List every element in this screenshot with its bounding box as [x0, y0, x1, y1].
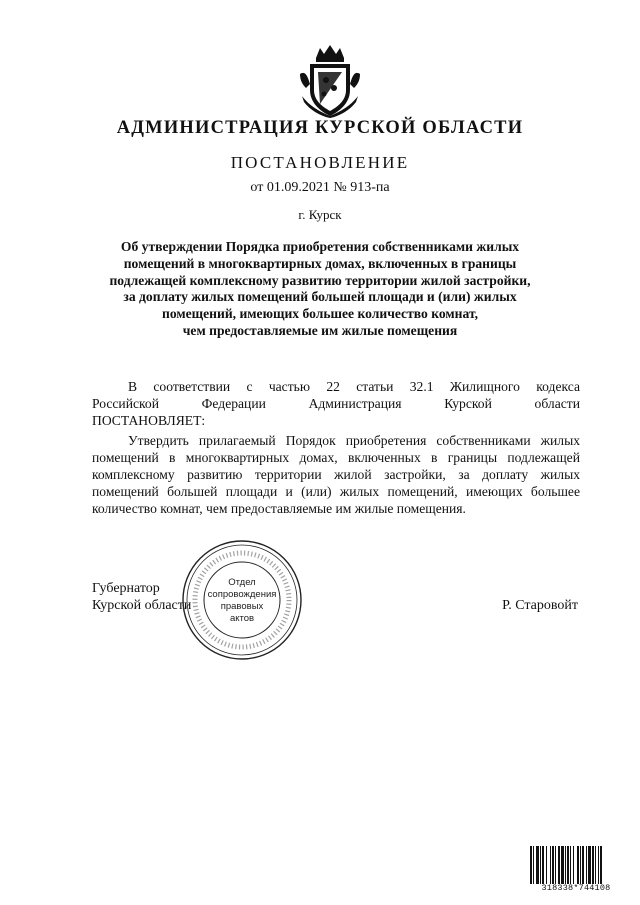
document-type: ПОСТАНОВЛЕНИЕ	[230, 153, 410, 172]
title-line: помещений, имеющих большее количество комнат,	[161, 306, 478, 322]
barcode-number: 318338*744108	[541, 883, 611, 893]
barcode	[530, 846, 622, 884]
signatory-position	[92, 580, 191, 614]
coat-of-arms-emblem	[296, 44, 364, 118]
title-line: чем предоставляемые им жилые помещения	[182, 322, 458, 338]
paragraph-1-line: ПОСТАНОВЛЯЕТ:	[92, 413, 206, 428]
stamp-line: правовых	[220, 601, 264, 612]
stamp-line: актов	[229, 613, 255, 624]
title-line: за доплату жилых помещений большей площади и (или) жилых	[123, 289, 517, 305]
title-line: помещений в многоквартирных домах, включенных в границы	[123, 255, 517, 271]
paragraph-2	[92, 432, 580, 517]
paragraph-1-line: В соответствии с частью 22 статьи 32.1 Жилищного кодекса	[128, 379, 580, 394]
city: г. Курск	[298, 207, 342, 222]
stamp-line: Отдел	[228, 577, 256, 588]
signatory-position-line: Курской области	[92, 598, 192, 613]
document-number: от 01.09.2021 № 913-па	[250, 180, 390, 195]
signatory-name: Р. Старовойт	[502, 598, 578, 613]
title-line: подлежащей комплексному развитию территории жилой застройки,	[109, 272, 531, 288]
paragraph-2-text: Утвердить прилагаемый Порядок приобретения собственниками жилых помещений в многоквартирных домах, включенных в границы подлежащей комплексному развитию территории жилой застройки, за доплату жилых помещений большей площади и (или) жилых помещений, имеющих большее количество комнат, чем предоставляемые им жилые помещения.	[92, 433, 580, 516]
title-line: Об утверждении Порядка приобретения собственниками жилых	[120, 239, 520, 254]
document-title	[0, 239, 640, 340]
stamp-text	[204, 577, 280, 625]
signatory-position-line: Губернатор	[92, 581, 160, 596]
organization-name: АДМИНИСТРАЦИЯ КУРСКОЙ ОБЛАСТИ	[116, 118, 524, 138]
paragraph-1-line: Российской Федерации Администрация Курской области	[92, 396, 580, 411]
paragraph-1	[92, 378, 580, 429]
stamp-line: сопровождения	[207, 589, 277, 600]
